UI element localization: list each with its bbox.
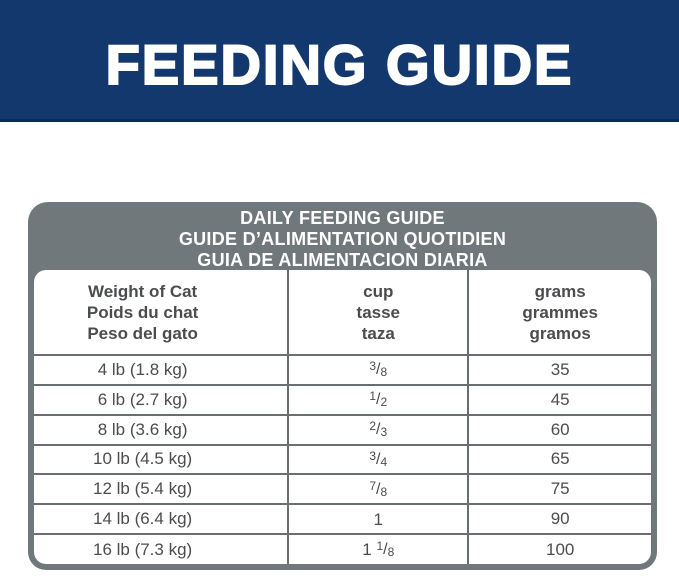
column-header-grams: [468, 270, 651, 355]
weight-cell: 16 lb (7.3 kg): [34, 534, 288, 564]
cup-header-fr: tasse: [356, 302, 401, 322]
grams-cell: 100: [468, 534, 651, 564]
cup-slash: /: [376, 421, 381, 439]
weight-cell: 14 lb (6.4 kg): [34, 504, 288, 534]
cup-numerator: 1: [369, 389, 377, 404]
table-body-panel: [34, 270, 651, 564]
cup-cell: [288, 385, 468, 415]
cup-slash: /: [376, 361, 381, 379]
cup-denominator: 8: [380, 365, 388, 380]
weight-header-en: Weight of Cat: [87, 281, 198, 301]
cup-whole: 1: [362, 540, 377, 560]
cup-cell: [288, 415, 468, 445]
table-title-english: DAILY FEEDING GUIDE: [240, 208, 445, 228]
weight-cell: 4 lb (1.8 kg): [34, 355, 288, 385]
cup-slash: /: [376, 450, 381, 468]
cup-fraction: [369, 360, 387, 379]
weight-header-fr: Poids du chat: [86, 302, 199, 322]
grams-header-en: grams: [534, 281, 586, 301]
feeding-table: [34, 270, 651, 564]
cup-numerator: 2: [369, 419, 377, 434]
grams-cell: 60: [468, 415, 651, 445]
cup-header-en: cup: [363, 281, 394, 301]
weight-cell: 6 lb (2.7 kg): [34, 385, 288, 415]
cup-slash: /: [383, 541, 388, 559]
grams-cell: 75: [468, 474, 651, 504]
weight-header-es: Peso del gato: [87, 323, 198, 343]
grams-cell: 90: [468, 504, 651, 534]
table-row: [34, 355, 651, 385]
weight-cell: 8 lb (3.6 kg): [34, 415, 288, 445]
cup-numerator: 3: [369, 359, 377, 374]
cup-denominator: 8: [387, 545, 395, 560]
table-title-french: GUIDE D’ALIMENTATION QUOTIDIEN: [178, 229, 507, 249]
cup-fraction: [362, 540, 394, 559]
cup-cell: [288, 445, 468, 475]
page-title: FEEDING GUIDE: [105, 33, 574, 96]
grams-header-fr: grammes: [522, 302, 598, 322]
cup-slash: /: [376, 391, 381, 409]
cup-whole: 1: [373, 509, 384, 529]
grams-cell: 65: [468, 445, 651, 475]
daily-feeding-guide-table: [28, 202, 657, 570]
table-row: [34, 534, 651, 564]
header-row: [34, 270, 651, 355]
table-title-spanish: GUIA DE ALIMENTACION DIARIA: [197, 250, 488, 270]
cup-denominator: 2: [380, 395, 388, 410]
cup-fraction: [369, 480, 387, 499]
cup-cell: [288, 504, 468, 534]
cup-cell: [288, 474, 468, 504]
column-header-cup: [288, 270, 468, 355]
table-row: [34, 445, 651, 475]
feeding-guide-banner: [0, 0, 679, 122]
cup-slash: /: [376, 480, 381, 498]
cup-denominator: 8: [380, 484, 388, 499]
table-row: [34, 385, 651, 415]
cup-fraction: [369, 390, 387, 409]
column-header-weight: [34, 270, 288, 355]
cup-denominator: 3: [380, 425, 388, 440]
grams-cell: 35: [550, 359, 570, 379]
table-title: [28, 202, 657, 270]
table-row: [34, 474, 651, 504]
grams-header-es: gramos: [529, 323, 591, 343]
cup-fraction: [369, 420, 387, 439]
cup-denominator: 4: [380, 454, 388, 469]
cup-cell: [288, 355, 468, 385]
cup-numerator: 7: [369, 478, 377, 493]
cup-header-es: taza: [361, 323, 395, 343]
cup-fraction: [369, 450, 387, 469]
weight-cell: 10 lb (4.5 kg): [34, 445, 288, 475]
grams-cell: 45: [468, 385, 651, 415]
table-row: [34, 504, 651, 534]
table-row: [34, 415, 651, 445]
cup-numerator: 3: [369, 448, 377, 463]
cup-numerator: 1: [376, 539, 384, 554]
cup-cell: [288, 534, 468, 564]
cup-fraction: [374, 510, 383, 529]
weight-cell: 12 lb (5.4 kg): [34, 474, 288, 504]
